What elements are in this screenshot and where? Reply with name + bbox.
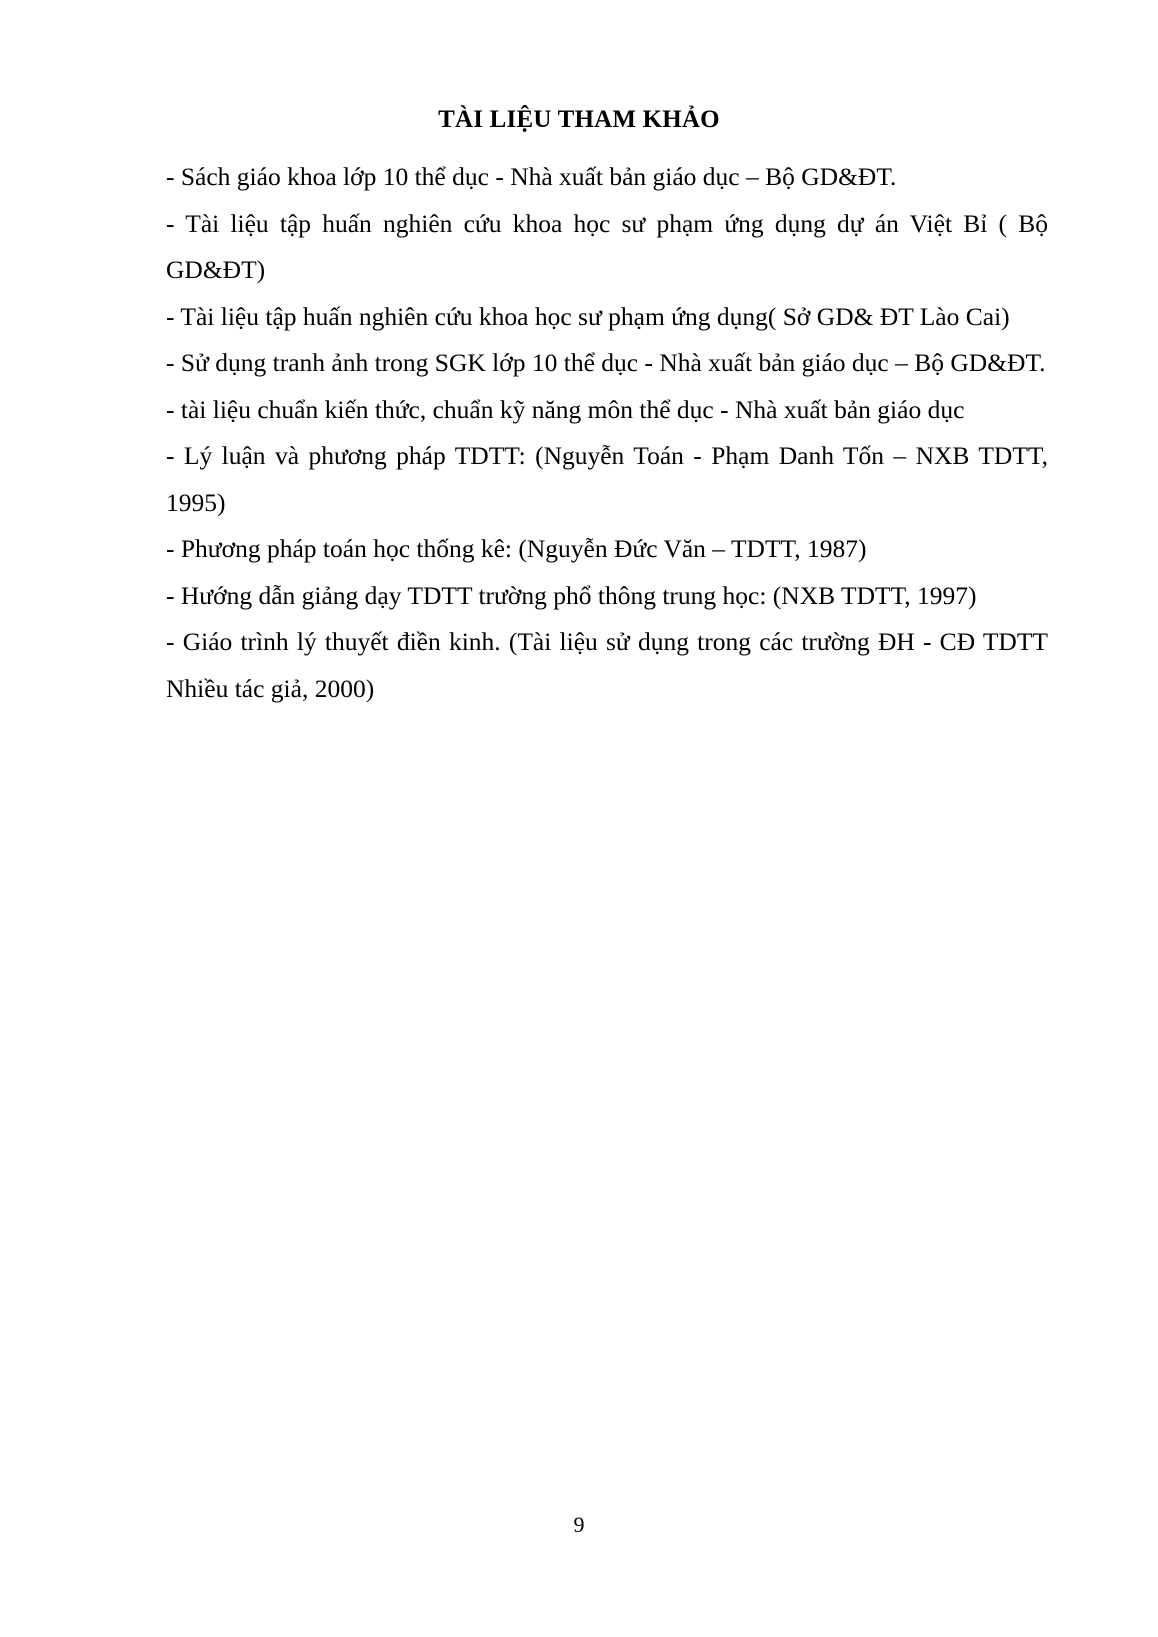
reference-item: - Sách giáo khoa lớp 10 thể dục - Nhà xuất bản giáo dục – Bộ GD&ĐT. (166, 162, 897, 191)
reference-item: - Lý luận và phương pháp TDTT: (Nguyễn Toán - Phạm Danh Tốn – NXB TDTT, 1995) (166, 441, 1048, 517)
reference-item: - Tài liệu tập huấn nghiên cứu khoa học sư phạm ứng dụng dự án Việt Bỉ ( Bộ GD&ĐT) (166, 208, 1048, 284)
reference-item: - Giáo trình lý thuyết điền kinh. (Tài liệu sử dụng trong các trường ĐH - CĐ TDTT Nhiều tác giả, 2000) (166, 627, 1048, 703)
reference-item: - Phương pháp toán học thống kê: (Nguyễn Đức Văn – TDTT, 1987) (166, 534, 867, 563)
reference-list (166, 154, 1048, 712)
reference-item: - Tài liệu tập huấn nghiên cứu khoa học sư phạm ứng dụng( Sở GD& ĐT Lào Cai) (166, 301, 1010, 331)
reference-item: - Sử dụng tranh ảnh trong SGK lớp 10 thể dục - Nhà xuất bản giáo dục – Bộ GD&ĐT. (166, 348, 1046, 377)
page-title: TÀI LIỆU THAM KHẢO (438, 106, 720, 133)
reference-item: - tài liệu chuẩn kiến thức, chuẩn kỹ năng môn thể dục - Nhà xuất bản giáo dục (166, 394, 965, 424)
reference-item: - Hướng dẫn giảng dạy TDTT trường phổ thông trung học: (NXB TDTT, 1997) (166, 580, 977, 610)
page-number: 9 (573, 1512, 585, 1537)
